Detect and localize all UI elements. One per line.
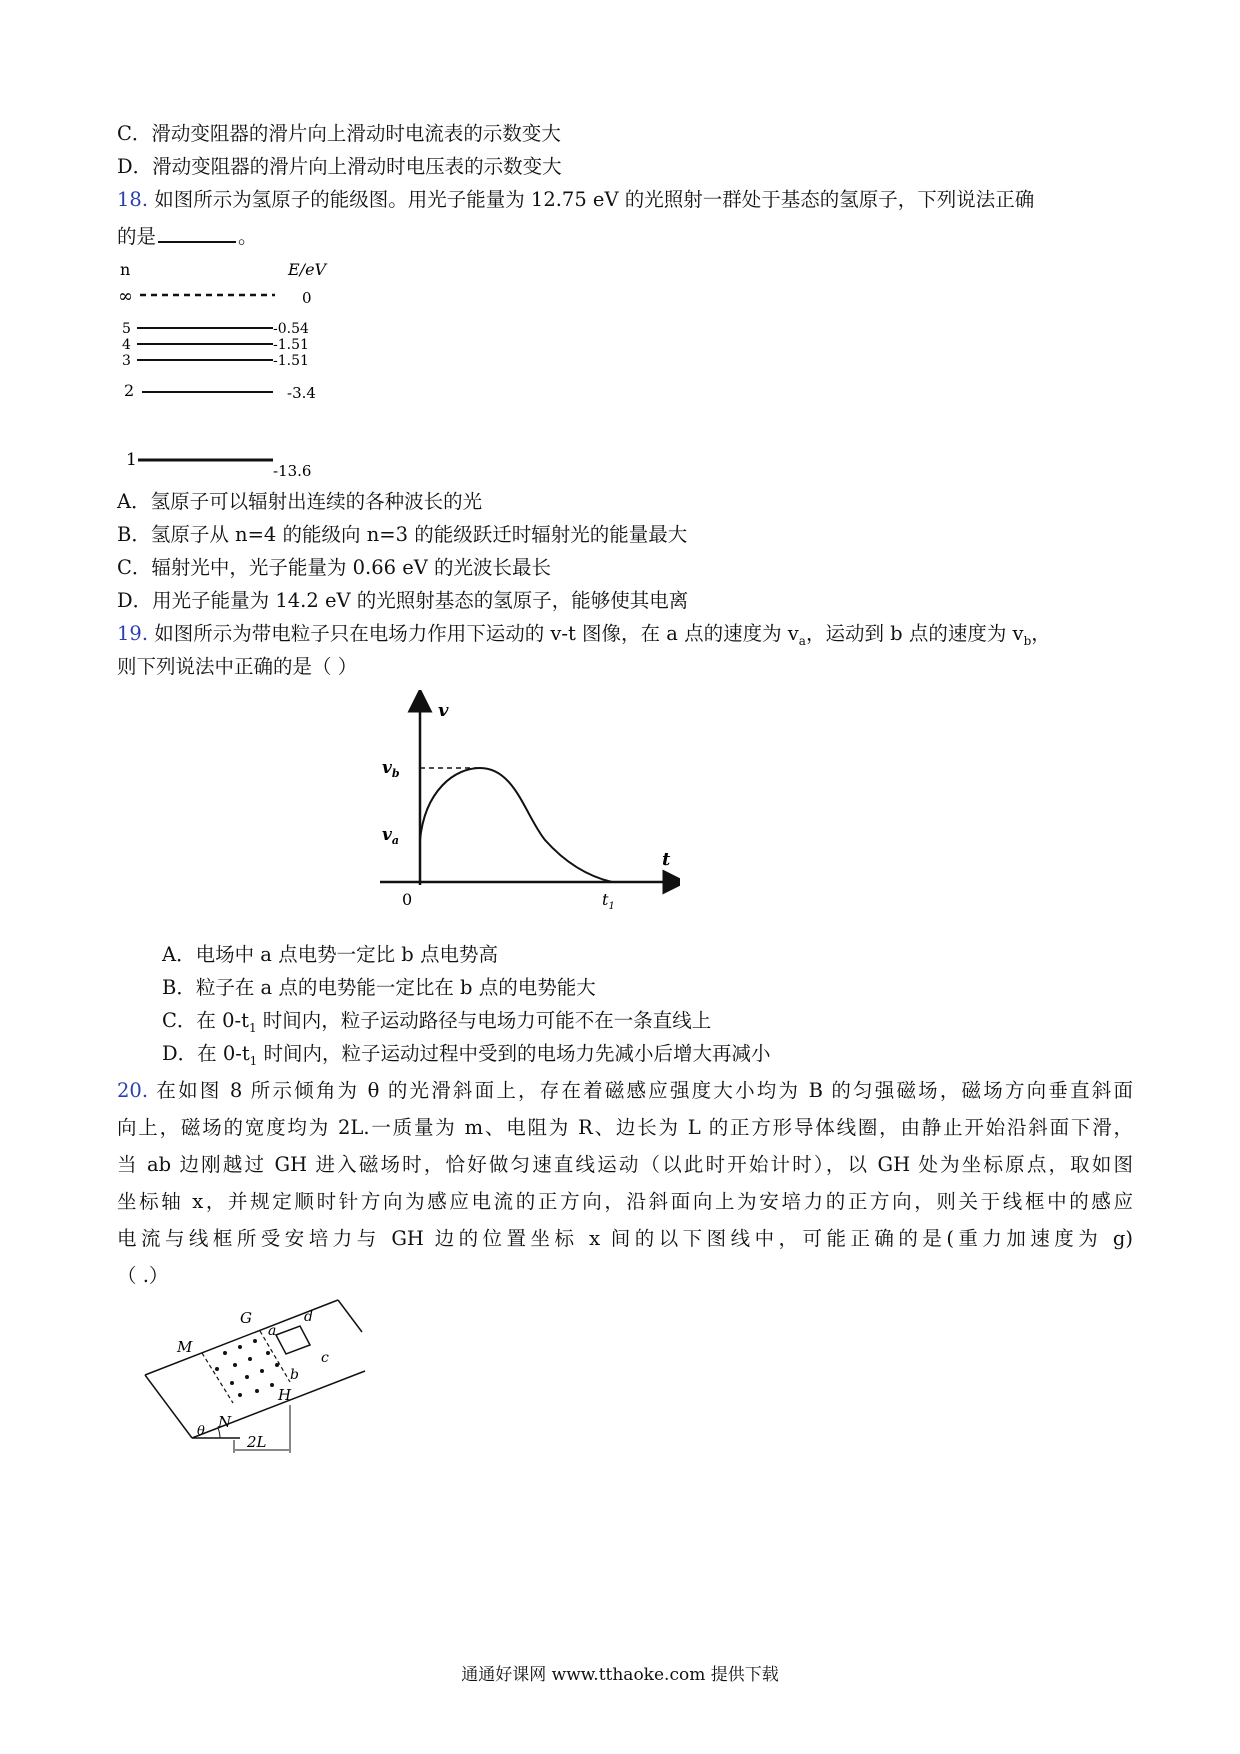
q20-line2: 向上，磁场的宽度均为 2L.一质量为 m、电阻为 R、边长为 L 的正方形导体线圈，由静止开始沿斜面下滑， [117, 1116, 1133, 1139]
q18-option-b: B．氢原子从 n=4 的能级向 n=3 的能级跃迁时辐射光的能量最大 [117, 523, 688, 546]
q20-line4: 坐标轴 x，并规定顺时针方向为感应电流的正方向，沿斜面向上为安培力的正方向，则关于线框中的感应 [117, 1190, 1133, 1213]
energy-axis-label: E/eV [288, 260, 327, 279]
origin-label: 0 [402, 890, 413, 909]
square-coil [276, 1326, 310, 1354]
label-d: d [304, 1309, 313, 1325]
level-n-4: 4 [122, 337, 131, 353]
label-a: a [268, 1323, 277, 1339]
level-n-5: 5 [122, 321, 131, 337]
t-axis-label: t [662, 849, 671, 870]
vb-label: $v_b$ [382, 758, 400, 780]
level-n-2: 2 [124, 381, 135, 400]
magnetic-field-dots [215, 1339, 279, 1397]
q20-line1: 20. 在如图 8 所示倾角为 θ 的光滑斜面上，存在着磁感应强度大小均为 B 的匀强磁场，磁场方向垂直斜面 [117, 1079, 1133, 1102]
level-n-inf: ∞ [118, 286, 133, 307]
n-axis-label: n [120, 260, 131, 279]
q18-number: 18. [117, 188, 149, 211]
v-axis-label: v [438, 700, 449, 721]
level-e-1: -13.6 [273, 462, 312, 480]
boundary-mn [202, 1353, 233, 1403]
label-c: c [321, 1350, 329, 1366]
level-e-5: -0.54 [273, 321, 309, 337]
q19-option-d: D．在 $0-t_1$ 时间内，粒子运动过程中受到的电场力先减小后增大再减小 [162, 1042, 771, 1068]
label-h: H [278, 1386, 292, 1404]
page-footer: 通通好课网 www.tthaoke.com 提供下载 [461, 1665, 779, 1685]
va-label: $v_a$ [382, 825, 400, 847]
level-e-4: -1.51 [273, 337, 309, 353]
q20-line3: 当 ab 边刚越过 GH 进入磁场时，恰好做匀速直线运动（以此时开始计时），以 GH 处为坐标原点，取如图 [117, 1153, 1133, 1176]
q18-option-d: D．用光子能量为 14.2 eV 的光照射基态的氢原子，能够使其电离 [117, 589, 689, 612]
label-b: b [290, 1367, 299, 1383]
width-label: 2L [247, 1433, 267, 1451]
q19-option-b: B．粒子在 a 点的电势能一定比在 b 点的电势能大 [162, 976, 596, 999]
label-m: M [177, 1338, 193, 1356]
level-n-3: 3 [122, 353, 131, 369]
q19-number: 19. [117, 622, 149, 645]
vt-graph [380, 690, 680, 915]
q18-option-c: C．辐射光中，光子能量为 0.66 eV 的光波长最长 [117, 556, 552, 579]
level-e-3: -1.51 [273, 353, 309, 369]
option-d-prev: D．滑动变阻器的滑片向上滑动时电压表的示数变大 [117, 155, 562, 178]
q19-stem-line2: 则下列说法中正确的是（ ） [117, 655, 358, 678]
q18-option-a: A．氢原子可以辐射出连续的各种波长的光 [117, 490, 483, 513]
incline-figure [140, 1295, 400, 1465]
q20-number: 20. [117, 1079, 149, 1102]
label-n: N [218, 1413, 232, 1431]
q20-line5: 电流与线框所受安培力与 GH 边的位置坐标 x 间的以下图线中，可能正确的是(重力加速度为 g) [117, 1227, 1133, 1250]
q18-stem-line2: 的是 。 [117, 225, 258, 248]
level-e-inf: 0 [302, 289, 312, 307]
rail-top-end [338, 1300, 362, 1332]
level-e-2: -3.4 [287, 384, 316, 402]
option-c-prev: C．滑动变阻器的滑片向上滑动时电流表的示数变大 [117, 122, 561, 145]
q18-stem-line1: 18. 如图所示为氢原子的能级图。用光子能量为 12.75 eV 的光照射一群处于基态的氢原子，下列说法正确 [117, 188, 1035, 211]
velocity-curve [420, 768, 612, 882]
t1-label: $t_1$ [602, 890, 615, 912]
q19-option-c: C．在 $0-t_1$ 时间内，粒子运动路径与电场力可能不在一条直线上 [162, 1009, 712, 1035]
q20-line6: （ .） [117, 1264, 169, 1287]
label-g: G [240, 1309, 252, 1327]
theta-label: θ [197, 1424, 205, 1439]
q19-stem-line1: 19. 如图所示为带电粒子只在电场力作用下运动的 v-t 图像，在 a 点的速度为 $v_a$，运动到 b 点的速度为 $v_b$， [117, 622, 1051, 648]
energy-level-diagram [110, 255, 340, 485]
q19-option-a: A．电场中 a 点电势一定比 b 点电势高 [162, 943, 498, 966]
level-n-1: 1 [126, 450, 137, 470]
answer-blank [158, 223, 236, 243]
rail-end [145, 1375, 192, 1438]
